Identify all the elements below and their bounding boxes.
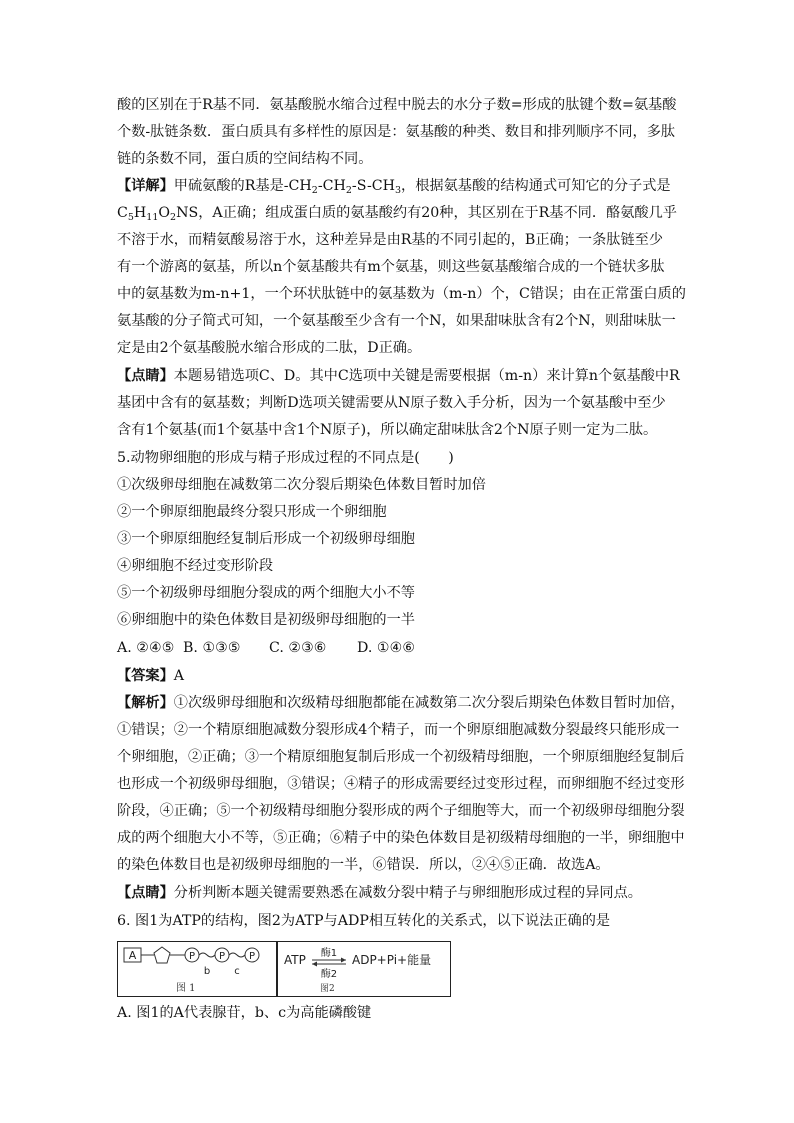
text-line: 氨基酸的分子简式可知，一个氨基酸至少含有一个N，如果甜味肽含有2个N，则甜味肽一 xyxy=(117,313,676,329)
detail-line: 【详解】甲硫氨酸的R基是$-CH_2-CH_2-S-CH_3$，根据氨基酸的结构通式可知它的分子式是 xyxy=(117,178,671,196)
tip-tag: 【点睛】 xyxy=(117,885,174,901)
high-energy-bond-b xyxy=(199,953,215,957)
tip-line-2: 【点睛】分析判断本题关键需要熟悉在减数分裂中精子与卵细胞形成过程的异同点。 xyxy=(117,885,642,901)
text-line: 链的条数不同，蛋白质的空间结构不同。 xyxy=(117,151,373,167)
text-line: 含有1个氨基(而1个氨基中含1个N原子)，所以确定甜味肽含2个N原子则一定为二肽。 xyxy=(117,422,658,438)
phosphate-label: P xyxy=(248,951,256,962)
atp-structure-diagram xyxy=(118,942,276,996)
text-line: 个卵细胞，②正确；③一个精原细胞复制后形成一个初级精母细胞，一个卵原细胞经复制后 xyxy=(117,749,685,765)
option-c: C. ②③⑥ xyxy=(269,640,327,656)
figure-1-caption: 图 1 xyxy=(176,983,196,994)
text-line: ①错误；②一个精原细胞减数分裂形成4个精子，而一个卵原细胞减数分裂最终只能形成一 xyxy=(117,722,680,738)
text-line: 酸的区别在于R基不同．氨基酸脱水缩合过程中脱去的水分子数=形成的肽键个数=氨基酸 xyxy=(117,97,677,113)
text-line: 中的氨基数为m-n+1，一个环状肽链中的氨基数为（m-n）个，C错误；由在正常蛋白质的 xyxy=(117,286,686,302)
option-a: A. ②④⑤ xyxy=(117,640,175,656)
statement-5: ⑤一个初级卵母细胞分裂成的两个细胞大小不等 xyxy=(117,585,415,601)
enzyme-2-label: 酶2 xyxy=(320,969,338,980)
options-row xyxy=(117,639,415,657)
text-line: 阶段，④正确；⑤一个初级精母细胞分裂形成的两个子细胞等大，而一个初级卵母细胞分裂 xyxy=(117,803,685,819)
figure-2-caption: 图2 xyxy=(320,984,335,994)
question-6-option-a: A. 图1的A代表腺苷，b、c为高能磷酸键 xyxy=(117,1005,372,1021)
statement-2: ②一个卵原细胞最终分裂只形成一个卵细胞 xyxy=(117,504,387,520)
analysis-line: 【解析】①次级卵母细胞和次级精母细胞都能在减数第二次分裂后期染色体数目暂时加倍， xyxy=(117,695,685,711)
tip-line: 【点睛】本题易错选项C、D。其中C选项中关键是需要根据（m-n）来计算n个氨基酸中R xyxy=(117,368,680,384)
atp-label: ATP xyxy=(284,953,306,967)
option-b: B. ①③⑤ xyxy=(183,640,241,656)
text-line: 的染色体数目也是初级卵母细胞的一半，⑥错误．所以，②④⑤正确．故选A。 xyxy=(117,857,610,873)
detail-tag: 【详解】 xyxy=(117,178,174,194)
statement-1: ①次级卵母细胞在减数第二次分裂后期染色体数目暂时加倍 xyxy=(117,477,486,493)
figure-2-box xyxy=(277,941,451,997)
question-6: 6. 图1为ATP的结构，图2为ATP与ADP相互转化的关系式，以下说法正确的是 xyxy=(117,913,611,929)
high-energy-bond-c xyxy=(229,953,245,957)
bond-c-label: c xyxy=(234,966,240,977)
text-line: 成的两个细胞大小不等，⑤正确；⑥精子中的染色体数目是初级精母细胞的一半，卵细胞中 xyxy=(117,830,685,846)
answer-line xyxy=(117,667,184,685)
question-5: 5.动物卵细胞的形成与精子形成过程的不同点是( ) xyxy=(117,450,454,466)
text-line: 定是由2个氨基酸脱水缩合形成的二肽，D正确。 xyxy=(117,340,422,356)
tip-tag: 【点睛】 xyxy=(117,368,174,384)
statement-3: ③一个卵原细胞经复制后形成一个初级卵母细胞 xyxy=(117,531,415,547)
figure-1-box xyxy=(117,941,277,997)
adenine-label: A xyxy=(128,949,137,962)
text-line: 不溶于水，而精氨酸易溶于水，这种差异是由R基的不同引起的，B正确；一条肽链至少 xyxy=(117,232,664,248)
bond-b-label: b xyxy=(203,966,211,977)
enzyme-1-label: 酶1 xyxy=(320,948,338,959)
ribose-pentagon xyxy=(154,947,170,963)
atp-adp-conversion xyxy=(278,942,450,996)
answer-value: A xyxy=(173,668,185,684)
text-line: 有一个游离的氨基，所以n个氨基酸共有m个氨基，则这些氨基酸缩合成的一个链状多肽 xyxy=(117,259,665,275)
option-d: D. ①④⑥ xyxy=(357,640,416,656)
text-line: 基团中含有的氨基数；判断D选项关键需要从N原子数入手分析，因为一个氨基酸中至少 xyxy=(117,395,666,411)
products-label: ADP+Pi+能量 xyxy=(352,953,432,967)
answer-tag: 【答案】 xyxy=(117,668,174,684)
text-line: 个数-肽链条数．蛋白质具有多样性的原因是：氨基酸的种类、数目和排列顺序不同，多肽 xyxy=(117,124,676,140)
atp-figure xyxy=(117,941,451,997)
statement-4: ④卵细胞不经过变形阶段 xyxy=(117,558,274,574)
text-line: 也形成一个初级卵母细胞，③错误；④精子的形成需要经过变形过程，而卵细胞不经过变形 xyxy=(117,776,685,792)
formula-line: $C_5H_{11}O_2NS$，A正确；组成蛋白质的氨基酸约有20种，其区别在于R基不同．酪氨酸几乎 xyxy=(117,205,677,223)
statement-6: ⑥卵细胞中的染色体数目是初级卵母细胞的一半 xyxy=(117,612,415,628)
phosphate-label: P xyxy=(188,951,196,962)
phosphate-label: P xyxy=(218,951,226,962)
analysis-tag: 【解析】 xyxy=(117,695,174,711)
